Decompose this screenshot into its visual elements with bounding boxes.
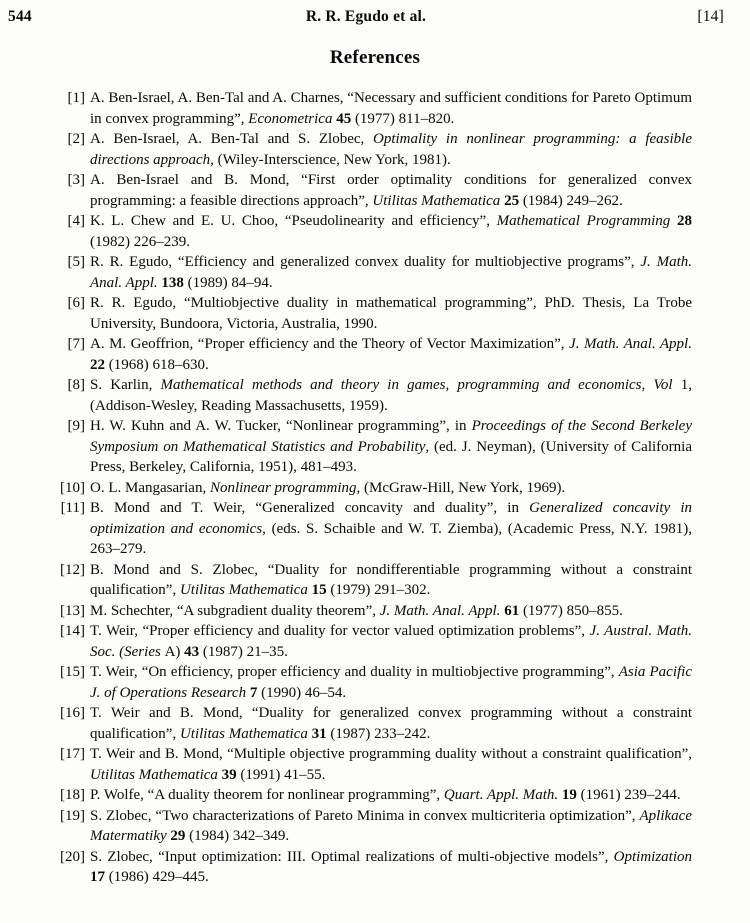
reference-item: [44, 170, 692, 211]
reference-label: [11]: [60, 500, 85, 516]
reference-label: [5]: [67, 254, 85, 270]
reference-text: A. Ben-Israel, A. Ben-Tal and A. Charnes, “Necessary and sufficient conditions for Pareto Optimum in convex programming”, Econometrica 45 (1977) 811–820.: [90, 90, 692, 127]
reference-text: A. M. Geoffrion, “Proper efficiency and the Theory of Vector Maximization”, J. Math. Anal. Appl. 22 (1968) 618–630.: [90, 336, 692, 373]
reference-item: [44, 88, 692, 129]
reference-text: T. Weir, “Proper efficiency and duality for vector valued optimization problems”, J. Austral. Math. Soc. (Series A) 43 (1987) 21–35.: [90, 623, 692, 660]
reference-text: S. Zlobec, “Two characterizations of Pareto Minima in convex multicriteria optimization”, Aplikace Matermatiky 29 (1984) 342–349.: [90, 807, 692, 844]
reference-label: [7]: [67, 336, 85, 352]
reference-text: A. Ben-Israel and B. Mond, “First order optimality conditions for generalized convex programming: a feasible directions approach”, Utilitas Mathematica 25 (1984) 249–262.: [90, 172, 692, 209]
reference-label: [10]: [60, 479, 85, 496]
reference-item: [44, 498, 692, 560]
reference-label: [14]: [60, 623, 85, 639]
reference-text: O. L. Mangasarian, Nonlinear programming, (McGraw-Hill, New York, 1969).: [90, 479, 566, 496]
reference-item: [44, 375, 692, 416]
reference-item: [44, 621, 692, 662]
reference-label: [17]: [60, 746, 85, 762]
reference-item: [44, 293, 692, 334]
reference-item: [44, 478, 692, 499]
reference-label: [15]: [60, 664, 85, 680]
reference-label: [13]: [60, 602, 85, 619]
page-number: 544: [8, 8, 32, 25]
reference-label: [3]: [67, 172, 85, 188]
reference-text: T. Weir, “On efficiency, proper efficiency and duality in multiobjective programming”, Asia Pacific J. of Operations Research 7 (1990) 46–54.: [90, 664, 692, 701]
references-list: [0, 88, 750, 888]
reference-text: S. Zlobec, “Input optimization: III. Optimal realizations of multi-objective models”, Optimization 17 (1986) 429–445.: [90, 848, 692, 885]
reference-label: [2]: [67, 131, 85, 147]
reference-item: [44, 662, 692, 703]
reference-label: [8]: [67, 377, 85, 393]
reference-text: K. L. Chew and E. U. Choo, “Pseudolinearity and efficiency”, Mathematical Programming 28 (1982) 226–239.: [90, 213, 692, 250]
reference-label: [6]: [67, 295, 85, 311]
reference-text: M. Schechter, “A subgradient duality theorem”, J. Math. Anal. Appl. 61 (1977) 850–855.: [90, 602, 623, 619]
running-title: R. R. Egudo et al.: [305, 8, 427, 25]
reference-text: S. Karlin, Mathematical methods and theory in games, programming and economics, Vol 1, (Addison-Wesley, Reading Massachusetts, 1959).: [90, 377, 692, 414]
reference-label: [18]: [60, 787, 85, 803]
reference-label: [12]: [60, 561, 85, 578]
reference-item: [44, 560, 692, 601]
reference-text: T. Weir and B. Mond, “Duality for generalized convex programming without a constraint qualification”, Utilitas Mathematica 31 (1987) 233–242.: [90, 705, 692, 742]
reference-label: [16]: [60, 705, 85, 721]
section-title: References: [329, 47, 421, 68]
reference-item: [44, 601, 692, 622]
running-head: [0, 0, 750, 26]
reference-text: T. Weir and B. Mond, “Multiple objective programming duality without a constraint qualification”, Utilitas Mathematica 39 (1991) 41–55.: [90, 746, 692, 783]
page-marker: [14]: [697, 8, 724, 25]
reference-item: [44, 211, 692, 252]
reference-item: [44, 416, 692, 478]
reference-label: [20]: [60, 848, 85, 865]
reference-label: [1]: [67, 90, 85, 106]
reference-label: [9]: [67, 418, 85, 434]
reference-item: [44, 744, 692, 785]
reference-item: [44, 785, 692, 806]
reference-item: [44, 703, 692, 744]
reference-item: [44, 252, 692, 293]
reference-label: [19]: [60, 807, 85, 824]
reference-item: [44, 847, 692, 888]
reference-text: B. Mond and T. Weir, “Generalized concavity and duality”, in Generalized concavity in optimization and economics, (eds. S. Schaible and W. T. Ziemba), (Academic Press, N.Y. 1981), 263–279.: [90, 500, 693, 557]
reference-item: [44, 334, 692, 375]
reference-text: B. Mond and S. Zlobec, “Duality for nondifferentiable programming without a constraint qualification”, Utilitas Mathematica 15 (1979) 291–302.: [90, 561, 692, 598]
reference-item: [44, 806, 692, 847]
reference-item: [44, 129, 692, 170]
reference-label: [4]: [67, 213, 85, 229]
reference-text: R. R. Egudo, “Efficiency and generalized convex duality for multiobjective programs”, J. Math. Anal. Appl. 138 (1989) 84–94.: [90, 254, 692, 291]
reference-text: A. Ben-Israel, A. Ben-Tal and S. Zlobec, Optimality in nonlinear programming: a feasible directions approach, (Wiley-Interscience, New York, 1981).: [90, 131, 692, 168]
reference-text: P. Wolfe, “A duality theorem for nonlinear programming”, Quart. Appl. Math. 19 (1961) 239–244.: [90, 787, 681, 803]
reference-text: H. W. Kuhn and A. W. Tucker, “Nonlinear programming”, in Proceedings of the Second Berkeley Symposium on Mathematical Statistics and Probability, (ed. J. Neyman), (University of California Press, Berkeley, California, 1951), 481–493.: [90, 418, 692, 475]
reference-text: R. R. Egudo, “Multiobjective duality in mathematical programming”, PhD. Thesis, La Trobe University, Bundoora, Victoria, Australia, 1990.: [90, 295, 692, 332]
